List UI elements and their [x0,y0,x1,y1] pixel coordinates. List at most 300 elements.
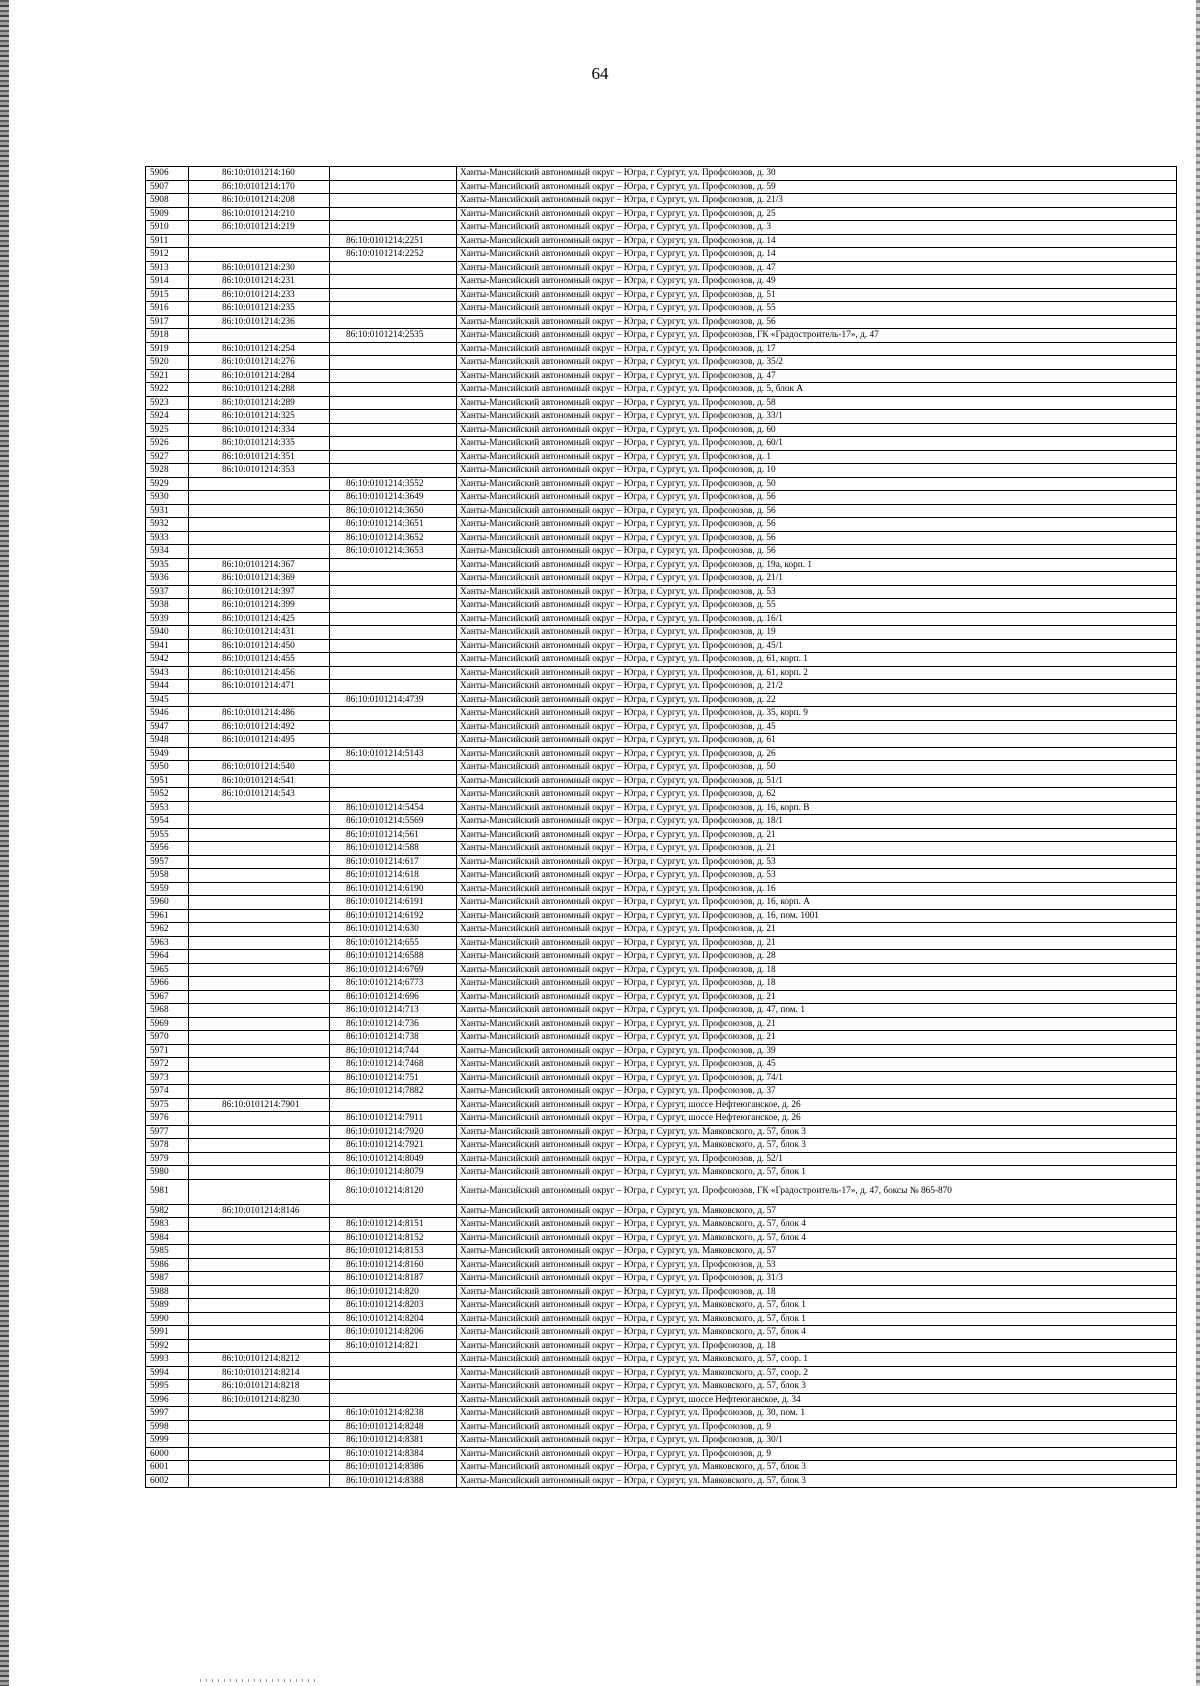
address-cell: Ханты-Мансийский автономный округ – Югра, г Сургут, ул. Маяковского, д. 57, соор. 1 [457,1353,1177,1367]
object-cadastral-number-cell [330,680,457,694]
table-row [146,639,1177,653]
table-row [146,774,1177,788]
table-row [146,207,1177,221]
object-cadastral-number-cell: 86:10:0101214:713 [330,1004,457,1018]
row-number-cell: 5965 [146,963,189,977]
address-cell: Ханты-Мансийский автономный округ – Югра, г Сургут, ул. Маяковского, д. 57, блок 1 [457,1299,1177,1313]
table-row [146,1339,1177,1353]
object-cadastral-number-cell: 86:10:0101214:3653 [330,545,457,559]
object-cadastral-number-cell: 86:10:0101214:7911 [330,1112,457,1126]
object-cadastral-number-cell: 86:10:0101214:8204 [330,1312,457,1326]
row-number-cell: 5999 [146,1434,189,1448]
address-cell: Ханты-Мансийский автономный округ – Югра, г Сургут, шоссе Нефтеюганское, д. 26 [457,1112,1177,1126]
table-row [146,1312,1177,1326]
row-number-cell: 5948 [146,734,189,748]
address-cell: Ханты-Мансийский автономный округ – Югра, г Сургут, ул. Профсоюзов, д. 56 [457,545,1177,559]
object-cadastral-number-cell [330,423,457,437]
address-cell: Ханты-Мансийский автономный округ – Югра, г Сургут, ул. Профсоюзов, ГК «Градостроитель-17», д. 47, боксы № 865-870 [457,1179,1177,1204]
object-cadastral-number-cell [330,207,457,221]
row-number-cell: 5921 [146,369,189,383]
row-number-cell: 5952 [146,788,189,802]
table-row [146,1071,1177,1085]
object-cadastral-number-cell [330,774,457,788]
row-number-cell: 5987 [146,1272,189,1286]
row-number-cell: 5912 [146,248,189,262]
table-row [146,707,1177,721]
row-number-cell: 5988 [146,1285,189,1299]
land-plot-cadastral-number-cell [189,1004,330,1018]
address-cell: Ханты-Мансийский автономный округ – Югра, г Сургут, ул. Профсоюзов, д. 56 [457,315,1177,329]
row-number-cell: 5978 [146,1139,189,1153]
land-plot-cadastral-number-cell: 86:10:0101214:541 [189,774,330,788]
table-row [146,585,1177,599]
row-number-cell: 5993 [146,1353,189,1367]
row-number-cell: 5935 [146,558,189,572]
row-number-cell: 5957 [146,855,189,869]
table-row [146,1474,1177,1488]
object-cadastral-number-cell: 86:10:0101214:8384 [330,1447,457,1461]
row-number-cell: 6000 [146,1447,189,1461]
object-cadastral-number-cell [330,1353,457,1367]
land-plot-cadastral-number-cell [189,531,330,545]
object-cadastral-number-cell: 86:10:0101214:8152 [330,1231,457,1245]
object-cadastral-number-cell: 86:10:0101214:7468 [330,1058,457,1072]
row-number-cell: 5909 [146,207,189,221]
object-cadastral-number-cell: 86:10:0101214:7882 [330,1085,457,1099]
address-cell: Ханты-Мансийский автономный округ – Югра, г Сургут, ул. Профсоюзов, д. 21 [457,936,1177,950]
address-cell: Ханты-Мансийский автономный округ – Югра, г Сургут, ул. Маяковского, д. 57 [457,1204,1177,1218]
land-plot-cadastral-number-cell [189,1461,330,1475]
table-row [146,1166,1177,1180]
row-number-cell: 5940 [146,626,189,640]
land-plot-cadastral-number-cell [189,693,330,707]
table-row [146,963,1177,977]
address-cell: Ханты-Мансийский автономный округ – Югра, г Сургут, ул. Профсоюзов, д. 30/1 [457,1434,1177,1448]
land-plot-cadastral-number-cell [189,1152,330,1166]
address-cell: Ханты-Мансийский автономный округ – Югра, г Сургут, ул. Профсоюзов, д. 47, пом. 1 [457,1004,1177,1018]
address-cell: Ханты-Мансийский автономный округ – Югра, г Сургут, ул. Профсоюзов, д. 21 [457,842,1177,856]
address-cell: Ханты-Мансийский автономный округ – Югра, г Сургут, ул. Профсоюзов, д. 22 [457,693,1177,707]
address-cell: Ханты-Мансийский автономный округ – Югра, г Сургут, ул. Профсоюзов, д. 61, корп. 1 [457,653,1177,667]
address-cell: Ханты-Мансийский автономный округ – Югра, г Сургут, ул. Профсоюзов, д. 47 [457,261,1177,275]
table-row [146,1125,1177,1139]
land-plot-cadastral-number-cell [189,248,330,262]
row-number-cell: 5968 [146,1004,189,1018]
row-number-cell: 5983 [146,1218,189,1232]
address-cell: Ханты-Мансийский автономный округ – Югра, г Сургут, ул. Профсоюзов, д. 45 [457,1058,1177,1072]
row-number-cell: 5934 [146,545,189,559]
address-cell: Ханты-Мансийский автономный округ – Югра, г Сургут, ул. Маяковского, д. 57, блок 4 [457,1218,1177,1232]
address-cell: Ханты-Мансийский автономный округ – Югра, г Сургут, ул. Профсоюзов, д. 56 [457,504,1177,518]
land-plot-cadastral-number-cell [189,1258,330,1272]
row-number-cell: 5947 [146,720,189,734]
land-plot-cadastral-number-cell [189,1285,330,1299]
table-row [146,558,1177,572]
row-number-cell: 5941 [146,639,189,653]
object-cadastral-number-cell: 86:10:0101214:8153 [330,1245,457,1259]
address-cell: Ханты-Мансийский автономный округ – Югра, г Сургут, ул. Профсоюзов, д. 5, блок А [457,383,1177,397]
land-plot-cadastral-number-cell [189,1112,330,1126]
land-plot-cadastral-number-cell: 86:10:0101214:8230 [189,1393,330,1407]
land-plot-cadastral-number-cell: 86:10:0101214:8214 [189,1366,330,1380]
table-row [146,288,1177,302]
table-row [146,1204,1177,1218]
row-number-cell: 5963 [146,936,189,950]
land-plot-cadastral-number-cell: 86:10:0101214:456 [189,666,330,680]
address-cell: Ханты-Мансийский автономный округ – Югра, г Сургут, ул. Профсоюзов, д. 18/1 [457,815,1177,829]
address-cell: Ханты-Мансийский автономный округ – Югра, г Сургут, ул. Профсоюзов, д. 21 [457,1017,1177,1031]
row-number-cell: 5977 [146,1125,189,1139]
row-number-cell: 5945 [146,693,189,707]
object-cadastral-number-cell: 86:10:0101214:8238 [330,1407,457,1421]
table-row [146,504,1177,518]
land-plot-cadastral-number-cell [189,1407,330,1421]
table-row [146,950,1177,964]
table-row [146,977,1177,991]
row-number-cell: 5994 [146,1366,189,1380]
land-plot-cadastral-number-cell: 86:10:0101214:353 [189,464,330,478]
row-number-cell: 5927 [146,450,189,464]
object-cadastral-number-cell: 86:10:0101214:8248 [330,1420,457,1434]
row-number-cell: 5951 [146,774,189,788]
row-number-cell: 5966 [146,977,189,991]
land-plot-cadastral-number-cell: 86:10:0101214:325 [189,410,330,424]
object-cadastral-number-cell [330,369,457,383]
land-plot-cadastral-number-cell [189,1420,330,1434]
row-number-cell: 5950 [146,761,189,775]
object-cadastral-number-cell [330,761,457,775]
address-cell: Ханты-Мансийский автономный округ – Югра, г Сургут, ул. Профсоюзов, д. 60/1 [457,437,1177,451]
table-row [146,1044,1177,1058]
address-cell: Ханты-Мансийский автономный округ – Югра, г Сургут, ул. Профсоюзов, д. 10 [457,464,1177,478]
land-plot-cadastral-number-cell: 86:10:0101214:210 [189,207,330,221]
address-cell: Ханты-Мансийский автономный округ – Югра, г Сургут, ул. Профсоюзов, д. 35/2 [457,356,1177,370]
object-cadastral-number-cell [330,167,457,181]
address-cell: Ханты-Мансийский автономный округ – Югра, г Сургут, ул. Профсоюзов, д. 51/1 [457,774,1177,788]
table-row [146,720,1177,734]
address-cell: Ханты-Мансийский автономный округ – Югра, г Сургут, ул. Профсоюзов, д. 18 [457,963,1177,977]
row-number-cell: 5971 [146,1044,189,1058]
land-plot-cadastral-number-cell: 86:10:0101214:455 [189,653,330,667]
address-cell: Ханты-Мансийский автономный округ – Югра, г Сургут, ул. Профсоюзов, д. 9 [457,1420,1177,1434]
table-row [146,1285,1177,1299]
table-row [146,194,1177,208]
object-cadastral-number-cell [330,599,457,613]
object-cadastral-number-cell: 86:10:0101214:8388 [330,1474,457,1488]
land-plot-cadastral-number-cell [189,950,330,964]
object-cadastral-number-cell: 86:10:0101214:6192 [330,909,457,923]
land-plot-cadastral-number-cell [189,1474,330,1488]
address-cell: Ханты-Мансийский автономный округ – Югра, г Сургут, ул. Профсоюзов, д. 14 [457,248,1177,262]
row-number-cell: 5995 [146,1380,189,1394]
land-plot-cadastral-number-cell [189,491,330,505]
table-row [146,464,1177,478]
land-plot-cadastral-number-cell: 86:10:0101214:160 [189,167,330,181]
table-row [146,896,1177,910]
land-plot-cadastral-number-cell [189,936,330,950]
address-cell: Ханты-Мансийский автономный округ – Югра, г Сургут, ул. Маяковского, д. 57, блок 3 [457,1474,1177,1488]
row-number-cell: 5919 [146,342,189,356]
address-cell: Ханты-Мансийский автономный округ – Югра, г Сургут, ул. Профсоюзов, д. 58 [457,396,1177,410]
table-row [146,518,1177,532]
table-row [146,1085,1177,1099]
row-number-cell: 5930 [146,491,189,505]
address-cell: Ханты-Мансийский автономный округ – Югра, г Сургут, ул. Профсоюзов, д. 61 [457,734,1177,748]
object-cadastral-number-cell: 86:10:0101214:8160 [330,1258,457,1272]
object-cadastral-number-cell: 86:10:0101214:6588 [330,950,457,964]
address-cell: Ханты-Мансийский автономный округ – Югра, г Сургут, ул. Профсоюзов, д. 59 [457,180,1177,194]
land-plot-cadastral-number-cell [189,842,330,856]
land-plot-cadastral-number-cell [189,977,330,991]
table-row [146,1393,1177,1407]
object-cadastral-number-cell: 86:10:0101214:3652 [330,531,457,545]
land-plot-cadastral-number-cell [189,1166,330,1180]
land-plot-cadastral-number-cell: 86:10:0101214:230 [189,261,330,275]
object-cadastral-number-cell: 86:10:0101214:820 [330,1285,457,1299]
address-cell: Ханты-Мансийский автономный округ – Югра, г Сургут, ул. Профсоюзов, д. 17 [457,342,1177,356]
address-cell: Ханты-Мансийский автономный округ – Югра, г Сургут, ул. Профсоюзов, д. 21/1 [457,572,1177,586]
object-cadastral-number-cell: 86:10:0101214:617 [330,855,457,869]
table-row [146,491,1177,505]
land-plot-cadastral-number-cell [189,747,330,761]
address-cell: Ханты-Мансийский автономный округ – Югра, г Сургут, ул. Маяковского, д. 57, блок 3 [457,1139,1177,1153]
table-row [146,626,1177,640]
object-cadastral-number-cell: 86:10:0101214:7921 [330,1139,457,1153]
address-cell: Ханты-Мансийский автономный округ – Югра, г Сургут, ул. Профсоюзов, д. 21/3 [457,194,1177,208]
table-row [146,693,1177,707]
table-row [146,599,1177,613]
address-cell: Ханты-Мансийский автономный округ – Югра, г Сургут, ул. Профсоюзов, д. 37 [457,1085,1177,1099]
table-row [146,1299,1177,1313]
table-row [146,1139,1177,1153]
table-row [146,1420,1177,1434]
object-cadastral-number-cell [330,221,457,235]
land-plot-cadastral-number-cell: 86:10:0101214:236 [189,315,330,329]
row-number-cell: 5924 [146,410,189,424]
address-cell: Ханты-Мансийский автономный округ – Югра, г Сургут, ул. Профсоюзов, д. 28 [457,950,1177,964]
row-number-cell: 5985 [146,1245,189,1259]
address-cell: Ханты-Мансийский автономный округ – Югра, г Сургут, ул. Профсоюзов, д. 31/3 [457,1272,1177,1286]
land-plot-cadastral-number-cell [189,801,330,815]
table-row [146,1272,1177,1286]
row-number-cell: 5997 [146,1407,189,1421]
object-cadastral-number-cell [330,626,457,640]
table-row [146,410,1177,424]
table-row [146,1366,1177,1380]
object-cadastral-number-cell [330,315,457,329]
object-cadastral-number-cell: 86:10:0101214:3649 [330,491,457,505]
row-number-cell: 5920 [146,356,189,370]
land-plot-cadastral-number-cell: 86:10:0101214:425 [189,612,330,626]
table-row [146,1353,1177,1367]
row-number-cell: 5953 [146,801,189,815]
scan-edge-left [0,0,9,1686]
land-plot-cadastral-number-cell: 86:10:0101214:431 [189,626,330,640]
table-row [146,1098,1177,1112]
object-cadastral-number-cell: 86:10:0101214:6769 [330,963,457,977]
table-row [146,234,1177,248]
row-number-cell: 5955 [146,828,189,842]
table-row [146,747,1177,761]
address-cell: Ханты-Мансийский автономный округ – Югра, г Сургут, ул. Профсоюзов, д. 21 [457,923,1177,937]
land-plot-cadastral-number-cell: 86:10:0101214:7901 [189,1098,330,1112]
address-cell: Ханты-Мансийский автономный округ – Югра, г Сургут, ул. Профсоюзов, д. 55 [457,302,1177,316]
table-row [146,936,1177,950]
row-number-cell: 5992 [146,1339,189,1353]
object-cadastral-number-cell: 86:10:0101214:8206 [330,1326,457,1340]
address-cell: Ханты-Мансийский автономный округ – Югра, г Сургут, ул. Профсоюзов, д. 74/1 [457,1071,1177,1085]
address-cell: Ханты-Мансийский автономный округ – Югра, г Сургут, ул. Профсоюзов, д. 45/1 [457,639,1177,653]
row-number-cell: 5936 [146,572,189,586]
row-number-cell: 5931 [146,504,189,518]
object-cadastral-number-cell: 86:10:0101214:6773 [330,977,457,991]
table-row [146,1447,1177,1461]
table-row [146,869,1177,883]
table-row [146,1434,1177,1448]
land-plot-cadastral-number-cell: 86:10:0101214:231 [189,275,330,289]
table-row [146,666,1177,680]
land-plot-cadastral-number-cell [189,855,330,869]
object-cadastral-number-cell [330,180,457,194]
row-number-cell: 5972 [146,1058,189,1072]
address-cell: Ханты-Мансийский автономный округ – Югра, г Сургут, ул. Профсоюзов, д. 56 [457,518,1177,532]
row-number-cell: 5980 [146,1166,189,1180]
row-number-cell: 5976 [146,1112,189,1126]
address-cell: Ханты-Мансийский автономный округ – Югра, г Сургут, ул. Маяковского, д. 57, блок 3 [457,1380,1177,1394]
table-row [146,572,1177,586]
land-plot-cadastral-number-cell: 86:10:0101214:254 [189,342,330,356]
land-plot-cadastral-number-cell [189,1447,330,1461]
address-cell: Ханты-Мансийский автономный округ – Югра, г Сургут, ул. Профсоюзов, д. 56 [457,491,1177,505]
address-cell: Ханты-Мансийский автономный округ – Югра, г Сургут, ул. Маяковского, д. 57, блок 4 [457,1326,1177,1340]
object-cadastral-number-cell: 86:10:0101214:744 [330,1044,457,1058]
object-cadastral-number-cell: 86:10:0101214:821 [330,1339,457,1353]
object-cadastral-number-cell: 86:10:0101214:2535 [330,329,457,343]
land-plot-cadastral-number-cell [189,882,330,896]
table-row [146,1031,1177,1045]
table-row [146,612,1177,626]
land-plot-cadastral-number-cell: 86:10:0101214:276 [189,356,330,370]
table-row [146,545,1177,559]
table-row [146,248,1177,262]
land-plot-cadastral-number-cell: 86:10:0101214:8146 [189,1204,330,1218]
row-number-cell: 5973 [146,1071,189,1085]
address-cell: Ханты-Мансийский автономный округ – Югра, г Сургут, ул. Маяковского, д. 57, блок 1 [457,1166,1177,1180]
row-number-cell: 5929 [146,477,189,491]
object-cadastral-number-cell [330,788,457,802]
land-plot-cadastral-number-cell: 86:10:0101214:8212 [189,1353,330,1367]
land-plot-cadastral-number-cell: 86:10:0101214:471 [189,680,330,694]
object-cadastral-number-cell [330,1380,457,1394]
row-number-cell: 5937 [146,585,189,599]
object-cadastral-number-cell: 86:10:0101214:3650 [330,504,457,518]
land-plot-cadastral-number-cell [189,1044,330,1058]
object-cadastral-number-cell: 86:10:0101214:6190 [330,882,457,896]
table-row [146,734,1177,748]
address-cell: Ханты-Мансийский автономный округ – Югра, г Сургут, ул. Маяковского, д. 57 [457,1245,1177,1259]
land-plot-cadastral-number-cell [189,1179,330,1204]
address-cell: Ханты-Мансийский автономный округ – Югра, г Сургут, ул. Профсоюзов, д. 50 [457,761,1177,775]
address-cell: Ханты-Мансийский автономный округ – Югра, г Сургут, ул. Профсоюзов, д. 14 [457,234,1177,248]
land-plot-cadastral-number-cell: 86:10:0101214:486 [189,707,330,721]
land-plot-cadastral-number-cell: 86:10:0101214:495 [189,734,330,748]
address-cell: Ханты-Мансийский автономный округ – Югра, г Сургут, ул. Профсоюзов, д. 53 [457,1258,1177,1272]
land-plot-cadastral-number-cell: 86:10:0101214:289 [189,396,330,410]
object-cadastral-number-cell: 86:10:0101214:618 [330,869,457,883]
object-cadastral-number-cell: 86:10:0101214:736 [330,1017,457,1031]
table-row [146,315,1177,329]
table-row [146,180,1177,194]
row-number-cell: 5990 [146,1312,189,1326]
row-number-cell: 6002 [146,1474,189,1488]
object-cadastral-number-cell: 86:10:0101214:5143 [330,747,457,761]
table-row [146,437,1177,451]
object-cadastral-number-cell: 86:10:0101214:8381 [330,1434,457,1448]
object-cadastral-number-cell [330,639,457,653]
table-row [146,450,1177,464]
object-cadastral-number-cell: 86:10:0101214:5454 [330,801,457,815]
land-plot-cadastral-number-cell: 86:10:0101214:492 [189,720,330,734]
address-cell: Ханты-Мансийский автономный округ – Югра, г Сургут, ул. Профсоюзов, д. 56 [457,531,1177,545]
object-cadastral-number-cell: 86:10:0101214:2252 [330,248,457,262]
row-number-cell: 5954 [146,815,189,829]
table-row [146,1112,1177,1126]
address-cell: Ханты-Мансийский автономный округ – Югра, г Сургут, ул. Профсоюзов, д. 30, пом. 1 [457,1407,1177,1421]
row-number-cell: 5981 [146,1179,189,1204]
object-cadastral-number-cell: 86:10:0101214:2251 [330,234,457,248]
object-cadastral-number-cell [330,612,457,626]
land-plot-cadastral-number-cell: 86:10:0101214:284 [189,369,330,383]
scan-noise [200,1679,320,1682]
row-number-cell: 5928 [146,464,189,478]
table-row [146,815,1177,829]
row-number-cell: 5996 [146,1393,189,1407]
table-row [146,1179,1177,1204]
land-plot-cadastral-number-cell: 86:10:0101214:540 [189,761,330,775]
land-plot-cadastral-number-cell: 86:10:0101214:8218 [189,1380,330,1394]
object-cadastral-number-cell: 86:10:0101214:6191 [330,896,457,910]
land-plot-cadastral-number-cell: 86:10:0101214:335 [189,437,330,451]
object-cadastral-number-cell: 86:10:0101214:561 [330,828,457,842]
land-plot-cadastral-number-cell [189,1326,330,1340]
object-cadastral-number-cell [330,383,457,397]
table-row [146,423,1177,437]
table-row [146,1218,1177,1232]
object-cadastral-number-cell [330,194,457,208]
address-cell: Ханты-Мансийский автономный округ – Югра, г Сургут, ул. Профсоюзов, д. 47 [457,369,1177,383]
address-cell: Ханты-Мансийский автономный округ – Югра, г Сургут, ул. Профсоюзов, д. 30 [457,167,1177,181]
land-plot-cadastral-number-cell [189,1245,330,1259]
address-cell: Ханты-Мансийский автономный округ – Югра, г Сургут, ул. Профсоюзов, д. 19а, корп. 1 [457,558,1177,572]
land-plot-cadastral-number-cell: 86:10:0101214:367 [189,558,330,572]
land-plot-cadastral-number-cell: 86:10:0101214:170 [189,180,330,194]
table-row [146,990,1177,1004]
table-row [146,801,1177,815]
row-number-cell: 5998 [146,1420,189,1434]
object-cadastral-number-cell: 86:10:0101214:696 [330,990,457,1004]
land-plot-cadastral-number-cell [189,909,330,923]
object-cadastral-number-cell [330,261,457,275]
address-cell: Ханты-Мансийский автономный округ – Югра, г Сургут, ул. Профсоюзов, д. 21 [457,828,1177,842]
land-plot-cadastral-number-cell [189,869,330,883]
land-plot-cadastral-number-cell: 86:10:0101214:397 [189,585,330,599]
table-row [146,653,1177,667]
land-plot-cadastral-number-cell: 86:10:0101214:334 [189,423,330,437]
address-cell: Ханты-Мансийский автономный округ – Югра, г Сургут, ул. Профсоюзов, д. 39 [457,1044,1177,1058]
table-row [146,383,1177,397]
row-number-cell: 5949 [146,747,189,761]
row-number-cell: 5946 [146,707,189,721]
